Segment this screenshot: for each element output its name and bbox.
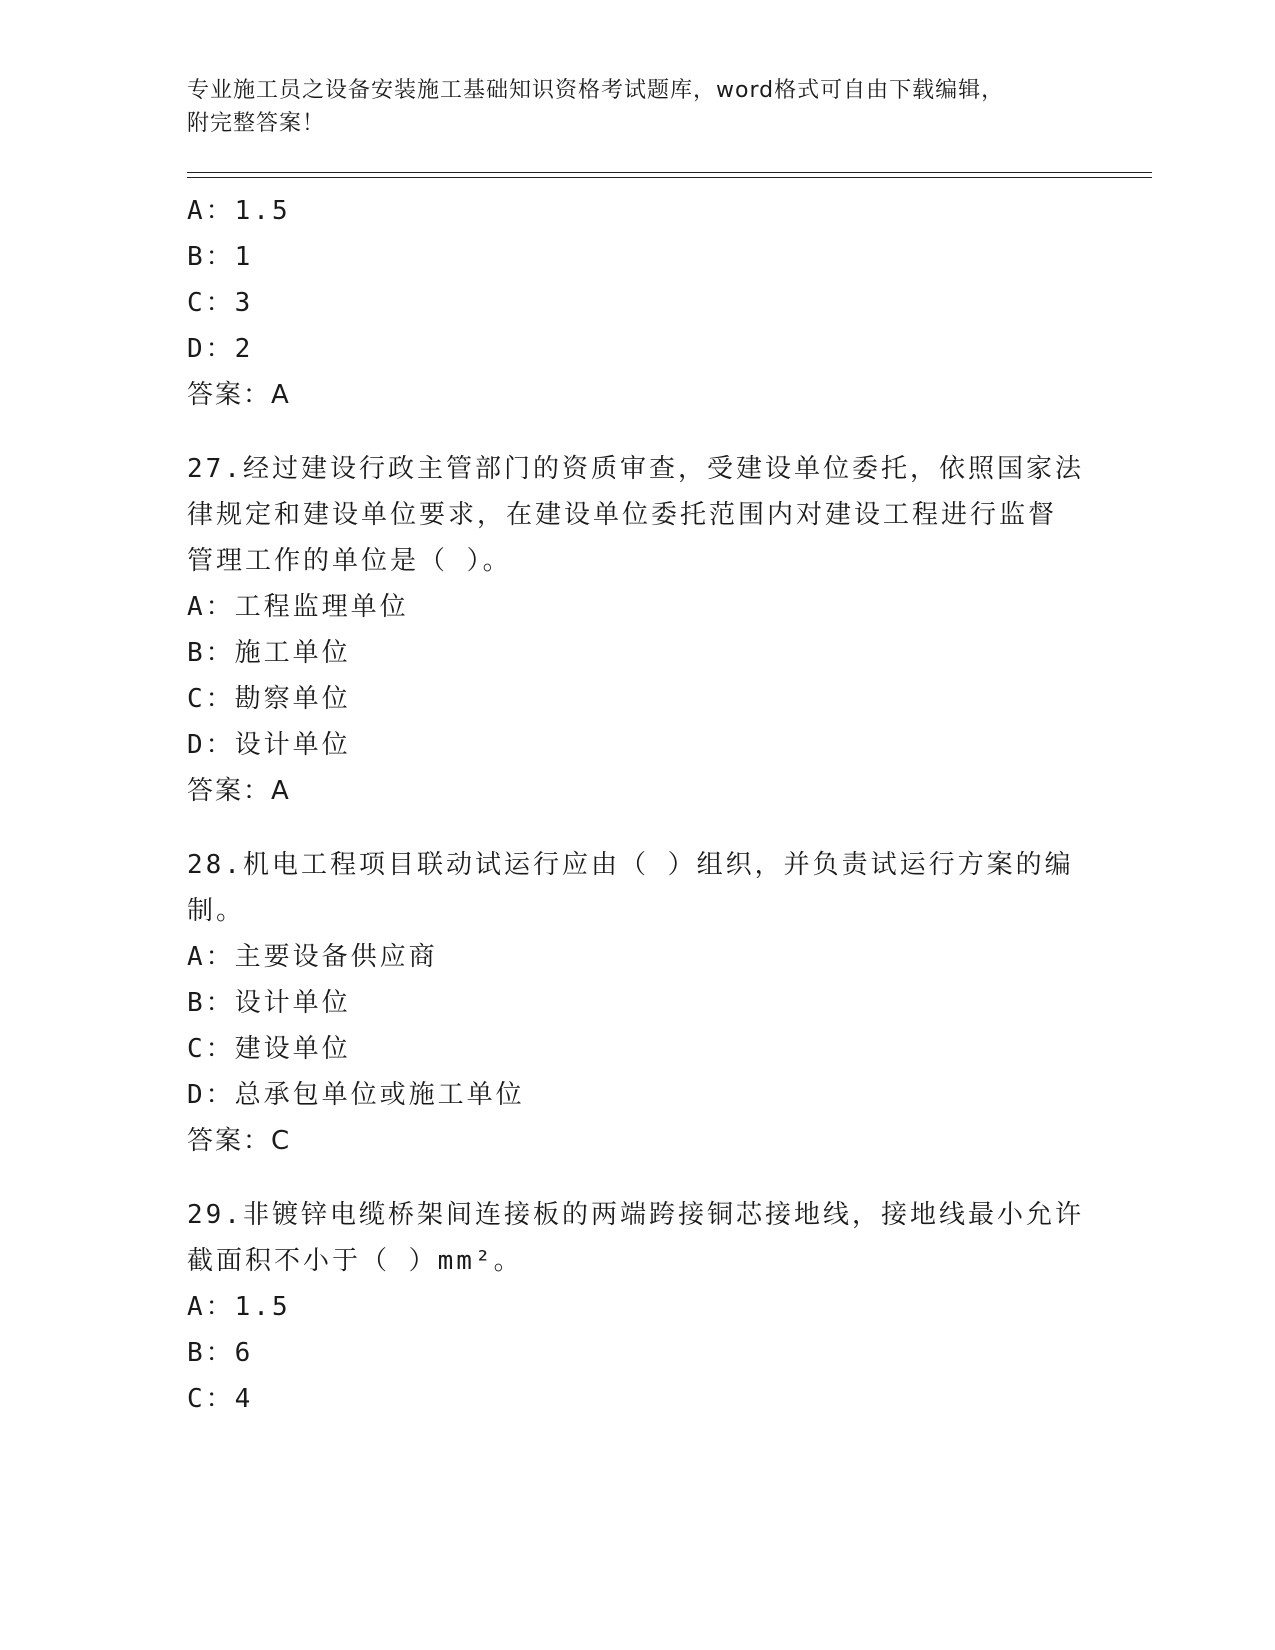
option-a: A：1.5: [187, 1292, 291, 1322]
option-c: C：4: [187, 1384, 254, 1414]
question-list: [187, 188, 1087, 1422]
option-b: B：设计单位: [187, 988, 351, 1018]
question-27: [187, 446, 1087, 814]
question-text-line: 管理工作的单位是（ ）。: [187, 546, 512, 576]
header-divider-top: [187, 172, 1152, 173]
question-text-line: 律规定和建设单位要求，在建设单位委托范围内对建设工程进行监督: [187, 500, 1058, 530]
answer-line: 答案：A: [187, 776, 291, 806]
option-d: D：2: [187, 334, 254, 364]
option-b: B：1: [187, 242, 254, 272]
option-d: D：设计单位: [187, 730, 351, 760]
header-divider-bottom: [187, 177, 1152, 178]
option-c: C：3: [187, 288, 254, 318]
question-28: [187, 842, 1087, 1164]
option-a: A：工程监理单位: [187, 592, 409, 622]
option-b: B：6: [187, 1338, 254, 1368]
answer-line: 答案：C: [187, 1126, 292, 1156]
question-text-line: 截面积不小于（ ）mm²。: [187, 1246, 523, 1276]
question-text-line: 27.经过建设行政主管部门的资质审查，受建设单位委托，依照国家法: [187, 454, 1084, 484]
option-b: B：施工单位: [187, 638, 351, 668]
question-text-line: 29.非镀锌电缆桥架间连接板的两端跨接铜芯接地线，接地线最小允许: [187, 1200, 1084, 1230]
option-a: A：1.5: [187, 196, 291, 226]
question-text-line: 28.机电工程项目联动试运行应由（ ）组织，并负责试运行方案的编: [187, 850, 1074, 880]
question-text-line: 制。: [187, 896, 246, 926]
header-line-1: 专业施工员之设备安装施工基础知识资格考试题库，word格式可自由下载编辑，: [187, 78, 1005, 103]
answer-line: 答案：A: [187, 380, 291, 410]
question-26-continued: [187, 188, 1087, 418]
option-d: D：总承包单位或施工单位: [187, 1080, 525, 1110]
document-header: [187, 74, 1087, 140]
option-a: A：主要设备供应商: [187, 942, 438, 972]
question-29: [187, 1192, 1087, 1422]
option-c: C：建设单位: [187, 1034, 351, 1064]
header-line-2: 附完整答案！: [187, 111, 326, 136]
option-c: C：勘察单位: [187, 684, 351, 714]
